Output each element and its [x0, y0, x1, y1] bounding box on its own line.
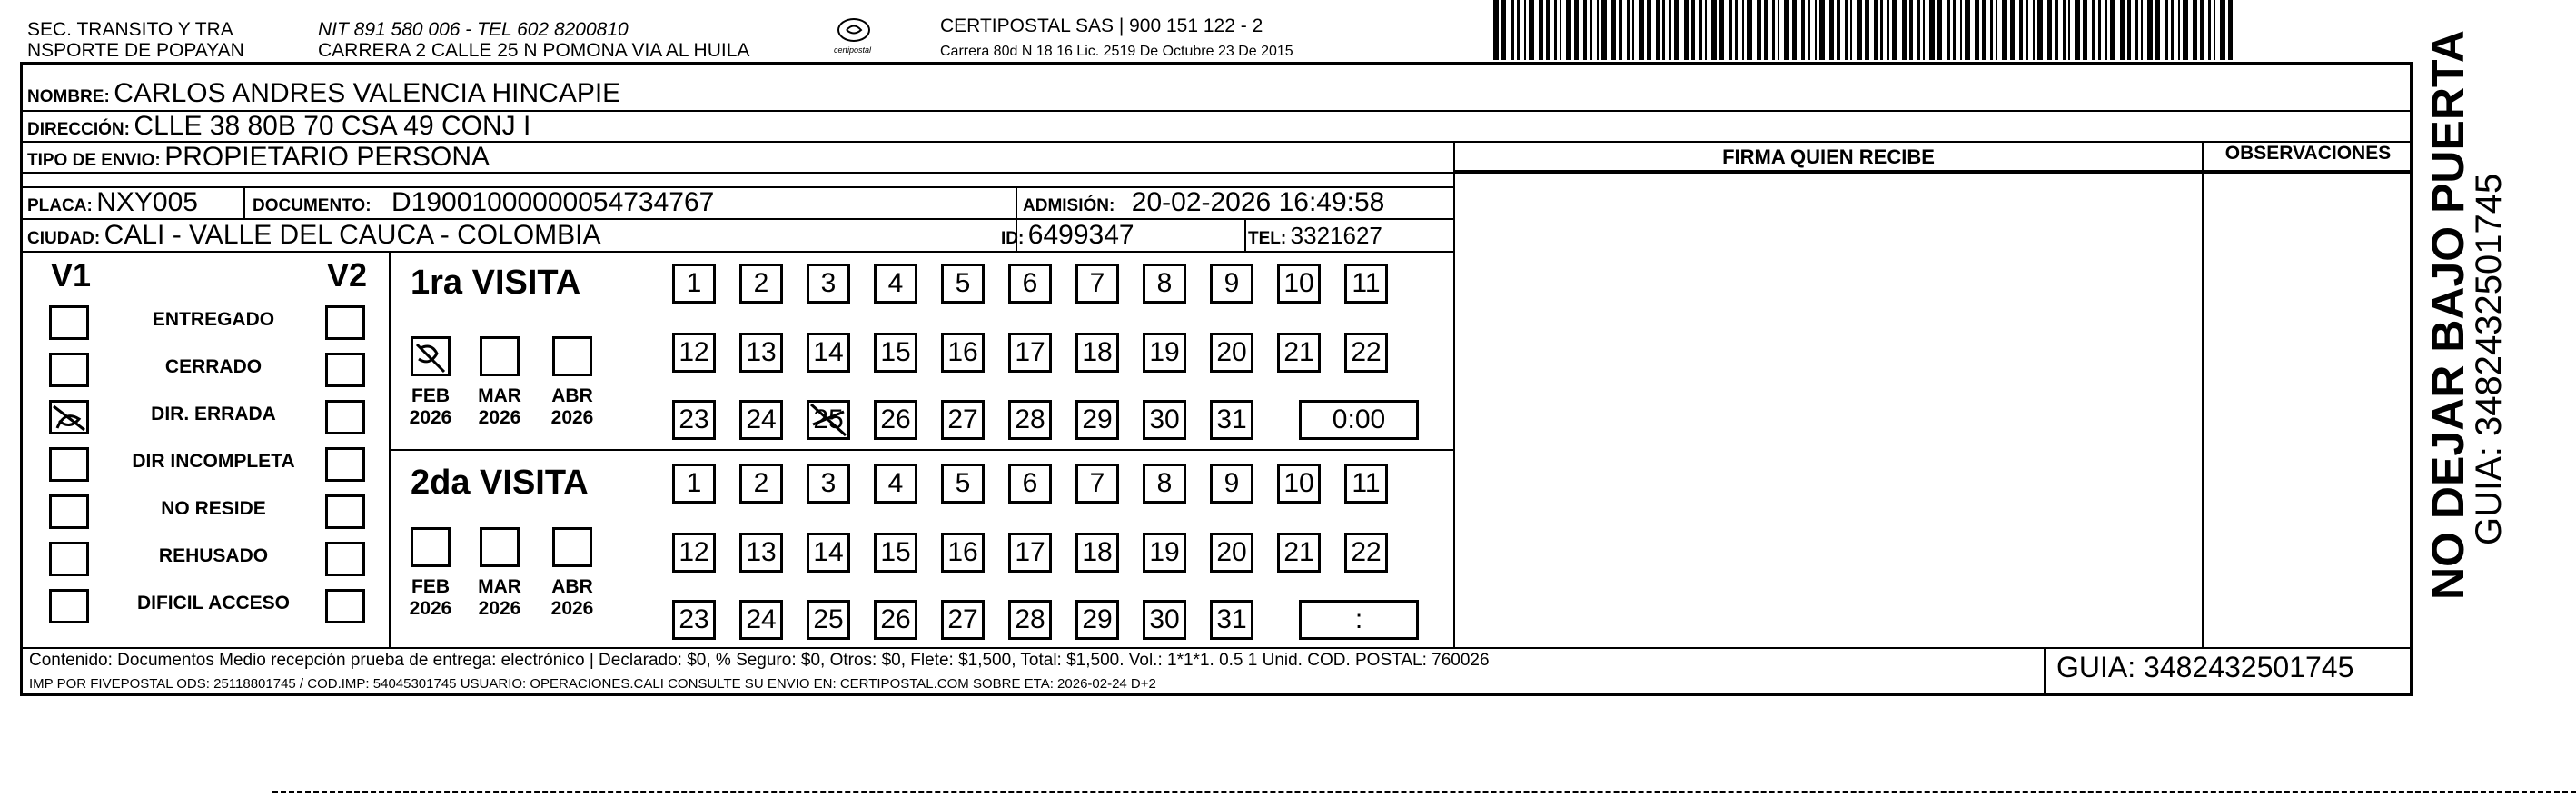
day-box[interactable]: 3	[807, 264, 850, 304]
day-box[interactable]: 8	[1143, 464, 1186, 504]
day-box[interactable]: 6	[1008, 464, 1052, 504]
certipostal-logo	[837, 18, 870, 42]
tear-line	[272, 791, 2576, 793]
month-label	[468, 576, 531, 620]
month-year: 2026	[478, 407, 521, 428]
day-box[interactable]: 16	[941, 333, 985, 373]
day-box[interactable]: 31	[1210, 400, 1253, 440]
day-box[interactable]: 14	[807, 533, 850, 573]
month-label	[399, 576, 462, 620]
day-box[interactable]: 15	[874, 533, 917, 573]
signature-area[interactable]	[1457, 174, 2200, 645]
day-box[interactable]: 16	[941, 533, 985, 573]
v2-checkbox[interactable]	[325, 447, 365, 482]
id-field	[1001, 220, 1134, 255]
v1-checkbox[interactable]	[49, 494, 89, 529]
handwritten-mark	[52, 403, 86, 432]
month-checkbox[interactable]	[552, 527, 592, 567]
day-box[interactable]: 15	[874, 333, 917, 373]
month-year: 2026	[550, 598, 594, 619]
tel-field	[1248, 220, 1382, 255]
month-name: ABR	[551, 576, 593, 597]
sender-name-line1: SEC. TRANSITO Y TRA	[27, 19, 233, 40]
status-label: REHUSADO	[158, 545, 269, 566]
address-label: DIRECCIÓN:	[27, 120, 130, 139]
time-box[interactable]: :	[1299, 600, 1419, 640]
day-box[interactable]: 11	[1344, 264, 1388, 304]
day-box[interactable]: 26	[874, 400, 917, 440]
side-guide-number: GUIA: 3482432501745	[2469, 173, 2509, 545]
day-box[interactable]: 4	[874, 264, 917, 304]
admission-value: 20-02-2026 16:49:58	[1131, 187, 1385, 217]
sender-nit: NIT 891 580 006 - TEL 602 8200810	[318, 19, 629, 40]
plate-field	[27, 187, 198, 223]
month-label	[540, 385, 604, 429]
day-box[interactable]: 2	[739, 264, 783, 304]
month-checkbox[interactable]	[411, 527, 451, 567]
month-checkbox[interactable]	[552, 336, 592, 376]
day-box[interactable]: 1	[672, 264, 716, 304]
time-box[interactable]: 0:00	[1299, 400, 1419, 440]
logo-wordmark: certipostal	[834, 45, 872, 55]
day-box[interactable]: 21	[1277, 333, 1321, 373]
month-label	[468, 385, 531, 429]
day-box[interactable]: 22	[1344, 533, 1388, 573]
day-box[interactable]: 20	[1210, 333, 1253, 373]
visit1-title: 1ra VISITA	[411, 264, 581, 302]
v2-checkbox[interactable]	[325, 542, 365, 576]
v2-header: V2	[327, 256, 368, 294]
status-label: DIR INCOMPLETA	[132, 451, 295, 472]
day-box[interactable]: 25	[807, 600, 850, 640]
sender-name-line2: NSPORTE DE POPAYAN	[27, 40, 244, 61]
day-box[interactable]: 25	[807, 400, 850, 440]
status-label: DIR. ERRADA	[151, 404, 276, 424]
v1-checkbox[interactable]	[49, 400, 89, 434]
document-label: DOCUMENTO:	[253, 196, 372, 215]
v1-header: V1	[51, 256, 92, 294]
courier-license: Carrera 80d N 18 16 Lic. 2519 De Octubre 23 De 2015	[940, 44, 1293, 59]
day-box[interactable]: 18	[1075, 533, 1119, 573]
day-box[interactable]: 12	[672, 333, 716, 373]
day-box[interactable]: 18	[1075, 333, 1119, 373]
month-label	[399, 385, 462, 429]
v2-checkbox[interactable]	[325, 589, 365, 623]
status-label: DIFICIL ACCESO	[136, 593, 290, 613]
signature-header: FIRMA QUIEN RECIBE	[1722, 145, 1935, 168]
document-value: D19001000000054734767	[391, 187, 715, 217]
day-box[interactable]: 17	[1008, 333, 1052, 373]
admission-label: ADMISIÓN:	[1023, 196, 1115, 215]
day-box[interactable]: 28	[1008, 400, 1052, 440]
name-value: CARLOS ANDRES VALENCIA HINCAPIE	[114, 78, 621, 108]
courier-name: CERTIPOSTAL SAS | 900 151 122 - 2	[940, 15, 1263, 36]
day-box[interactable]: 20	[1210, 533, 1253, 573]
v1-checkbox[interactable]	[49, 305, 89, 340]
day-box[interactable]: 17	[1008, 533, 1052, 573]
visit2-title: 2da VISITA	[411, 464, 589, 502]
day-box[interactable]: 1	[672, 464, 716, 504]
day-box[interactable]: 8	[1143, 264, 1186, 304]
plate-label: PLACA:	[27, 196, 93, 215]
v1-checkbox[interactable]	[49, 589, 89, 623]
document-field	[253, 187, 714, 223]
footer-contents: Contenido: Documentos Medio recepción prueba de entrega: electrónico | Declarado: $0, % Seguro: $0, Otros: $0, Flete: $1,500, Total: $1,500. Vol.: 1*1*1. 0.5 1 Unid. COD. POSTAL: 760026	[29, 651, 1490, 670]
id-value: 6499347	[1027, 220, 1134, 250]
day-box[interactable]: 19	[1143, 333, 1186, 373]
observations-area[interactable]	[2205, 174, 2411, 645]
day-box[interactable]: 3	[807, 464, 850, 504]
day-box[interactable]: 28	[1008, 600, 1052, 640]
day-box[interactable]: 13	[739, 533, 783, 573]
day-box[interactable]: 30	[1143, 600, 1186, 640]
month-year: 2026	[550, 407, 594, 428]
month-name: MAR	[478, 576, 521, 597]
day-box[interactable]: 21	[1277, 533, 1321, 573]
day-box[interactable]: 5	[941, 264, 985, 304]
month-year: 2026	[409, 598, 452, 619]
status-label: NO RESIDE	[161, 498, 266, 519]
tel-label: TEL:	[1248, 229, 1287, 248]
v2-checkbox[interactable]	[325, 305, 365, 340]
city-value: CALI - VALLE DEL CAUCA - COLOMBIA	[104, 220, 601, 250]
shipment-type-value: PROPIETARIO PERSONA	[164, 142, 490, 172]
handwritten-mark	[413, 339, 448, 374]
month-name: ABR	[551, 385, 593, 406]
logo-icon	[839, 20, 868, 40]
month-checkbox[interactable]	[480, 527, 520, 567]
month-year: 2026	[478, 598, 521, 619]
name-label: NOMBRE:	[27, 87, 110, 106]
day-box[interactable]: 29	[1075, 400, 1119, 440]
day-box[interactable]: 10	[1277, 264, 1321, 304]
day-box[interactable]: 27	[941, 600, 985, 640]
v1-checkbox[interactable]	[49, 542, 89, 576]
v2-checkbox[interactable]	[325, 353, 365, 387]
shipment-type-label: TIPO DE ENVIO:	[27, 151, 161, 170]
observations-header: OBSERVACIONES	[2224, 143, 2392, 164]
day-box[interactable]: 19	[1143, 533, 1186, 573]
barcode	[1490, 0, 2244, 62]
month-name: FEB	[411, 385, 450, 406]
v1-checkbox[interactable]	[49, 353, 89, 387]
shipment-type-field	[27, 142, 490, 177]
month-name: FEB	[411, 576, 450, 597]
admission-field	[1023, 187, 1384, 223]
day-box[interactable]: 6	[1008, 264, 1052, 304]
day-box[interactable]: 7	[1075, 464, 1119, 504]
day-box[interactable]: 29	[1075, 600, 1119, 640]
name-field	[27, 78, 620, 114]
handwritten-mark	[809, 403, 847, 437]
day-box[interactable]: 12	[672, 533, 716, 573]
day-box[interactable]: 24	[739, 600, 783, 640]
v2-checkbox[interactable]	[325, 400, 365, 434]
day-box[interactable]: 26	[874, 600, 917, 640]
month-name: MAR	[478, 385, 521, 406]
month-checkbox[interactable]	[411, 336, 451, 376]
day-box[interactable]: 24	[739, 400, 783, 440]
id-label: ID:	[1001, 229, 1025, 248]
sender-address: CARRERA 2 CALLE 25 N POMONA VIA AL HUILA	[318, 40, 750, 61]
day-box[interactable]: 5	[941, 464, 985, 504]
day-box[interactable]: 4	[874, 464, 917, 504]
day-box[interactable]: 7	[1075, 264, 1119, 304]
footer-guide-number: GUIA: 3482432501745	[2056, 651, 2354, 683]
day-box[interactable]: 10	[1277, 464, 1321, 504]
month-checkbox[interactable]	[480, 336, 520, 376]
day-box[interactable]: 23	[672, 400, 716, 440]
city-label: CIUDAD:	[27, 229, 101, 248]
month-year: 2026	[409, 407, 452, 428]
day-box[interactable]: 9	[1210, 464, 1253, 504]
status-label: ENTREGADO	[152, 309, 275, 330]
plate-value: NXY005	[96, 187, 198, 217]
day-box[interactable]: 11	[1344, 464, 1388, 504]
day-box[interactable]: 22	[1344, 333, 1388, 373]
city-field	[27, 220, 601, 255]
day-box[interactable]: 27	[941, 400, 985, 440]
day-box[interactable]: 14	[807, 333, 850, 373]
status-label: CERRADO	[164, 356, 263, 377]
day-box[interactable]: 9	[1210, 264, 1253, 304]
tel-value: 3321627	[1290, 222, 1382, 249]
day-box[interactable]: 30	[1143, 400, 1186, 440]
address-value: CLLE 38 80B 70 CSA 49 CONJ I	[134, 111, 531, 141]
day-box[interactable]: 13	[739, 333, 783, 373]
v2-checkbox[interactable]	[325, 494, 365, 529]
day-box[interactable]: 23	[672, 600, 716, 640]
footer-print-info: IMP POR FIVEPOSTAL ODS: 25118801745 / COD.IMP: 54045301745 USUARIO: OPERACIONES.CALI CONSULTE SU ENVIO EN: CERTIPOSTAL.COM SOBRE ETA: 2026-02-24 D+2	[29, 676, 1156, 692]
day-box[interactable]: 2	[739, 464, 783, 504]
v1-checkbox[interactable]	[49, 447, 89, 482]
do-not-leave-under-door: NO DEJAR BAJO PUERTA	[2422, 30, 2473, 600]
month-label	[540, 576, 604, 620]
day-box[interactable]: 31	[1210, 600, 1253, 640]
